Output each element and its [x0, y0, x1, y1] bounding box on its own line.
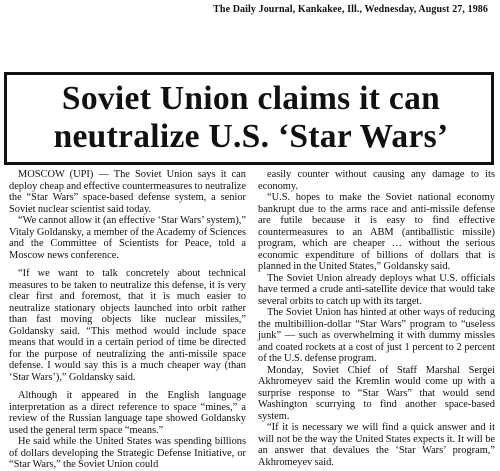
article-paragraph: “If we want to talk concretely about technical measures to be taken to neutralize this defense, it is very clear first and foremost, that it is much easier to neutralize stationary objects launched into orbit rather than fast moving objects like nuclear missiles,” Goldansky said. “This method would include space means that would in a certain period of time be directed for the purpose of neutralizing the anti-missile space defense. I would say this is a much cheaper way (than ‘Star Wars’),” Goldansky said. [9, 268, 246, 383]
article-paragraph: “U.S. hopes to make the Soviet national economy bankrupt due to the arms race and anti-missile defense are futile because it is easy to find effective countermeasures to an ABM (antiballistic missile) program, which are cheaper … without the serious economic expenditure of billions of dollars that is planned in the United States,” Goldansky said. [258, 192, 495, 272]
article-paragraph: MOSCOW (UPI) — The Soviet Union says it can deploy cheap and effective countermeasures to neutralize the “Star Wars” space-based defense system, a senior Soviet nuclear scientist said today. [9, 169, 246, 215]
article-paragraph: easily counter without causing any damage to its economy. [258, 169, 495, 192]
article-column-left [9, 169, 246, 471]
headline: Soviet Union claims it can neutralize U.S. ‘Star Wars’ [53, 80, 449, 155]
article-paragraph: The Soviet Union has hinted at other ways of reducing the multibillion-dollar “Star Wars” program to “useless junk” — such as overwhelming it with dummy missles and coated rockets at a cost of just 1 percent to 2 percent of the U.S. defense program. [258, 307, 495, 364]
article-column-right [258, 169, 495, 468]
article-paragraph: “We cannot allow it (an effective ‘Star Wars’ system),” Vitaly Goldansky, a member of the Academy of Sciences and the Committee of Scientists for Peace, told a Moscow news conference. [9, 215, 246, 261]
article-paragraph: The Soviet Union already deploys what U.S. officials have termed a crude anti-satellite device that would take several orbits to catch up with its target. [258, 272, 495, 307]
article-paragraph: Monday, Soviet Chief of Staff Marshal Sergei Akhromeyev said the Kremlin would come up with a surprise response to “Star Wars” that would send Washington scurrying to find another space-based system. [258, 364, 495, 422]
dateline: The Daily Journal, Kankakee, Ill., Wednesday, August 27, 1986 [213, 4, 488, 15]
article-paragraph: “If it is necessary we will find a quick answer and it will not be the way the United States expects it. It will be an answer that devalues the ‘Star Wars’ program,” Akhromeyev said. [258, 422, 495, 468]
article-paragraph: He said while the United States was spending billions of dollars developing the Strategic Defense Initiative, or “Star Wars,” the Soviet Union could [9, 436, 246, 470]
article-paragraph: Although it appeared in the English language interpretation as a direct reference to space “mines,” a review of the Russian language tape showed Goldansky used the general term space “means.” [9, 390, 246, 436]
